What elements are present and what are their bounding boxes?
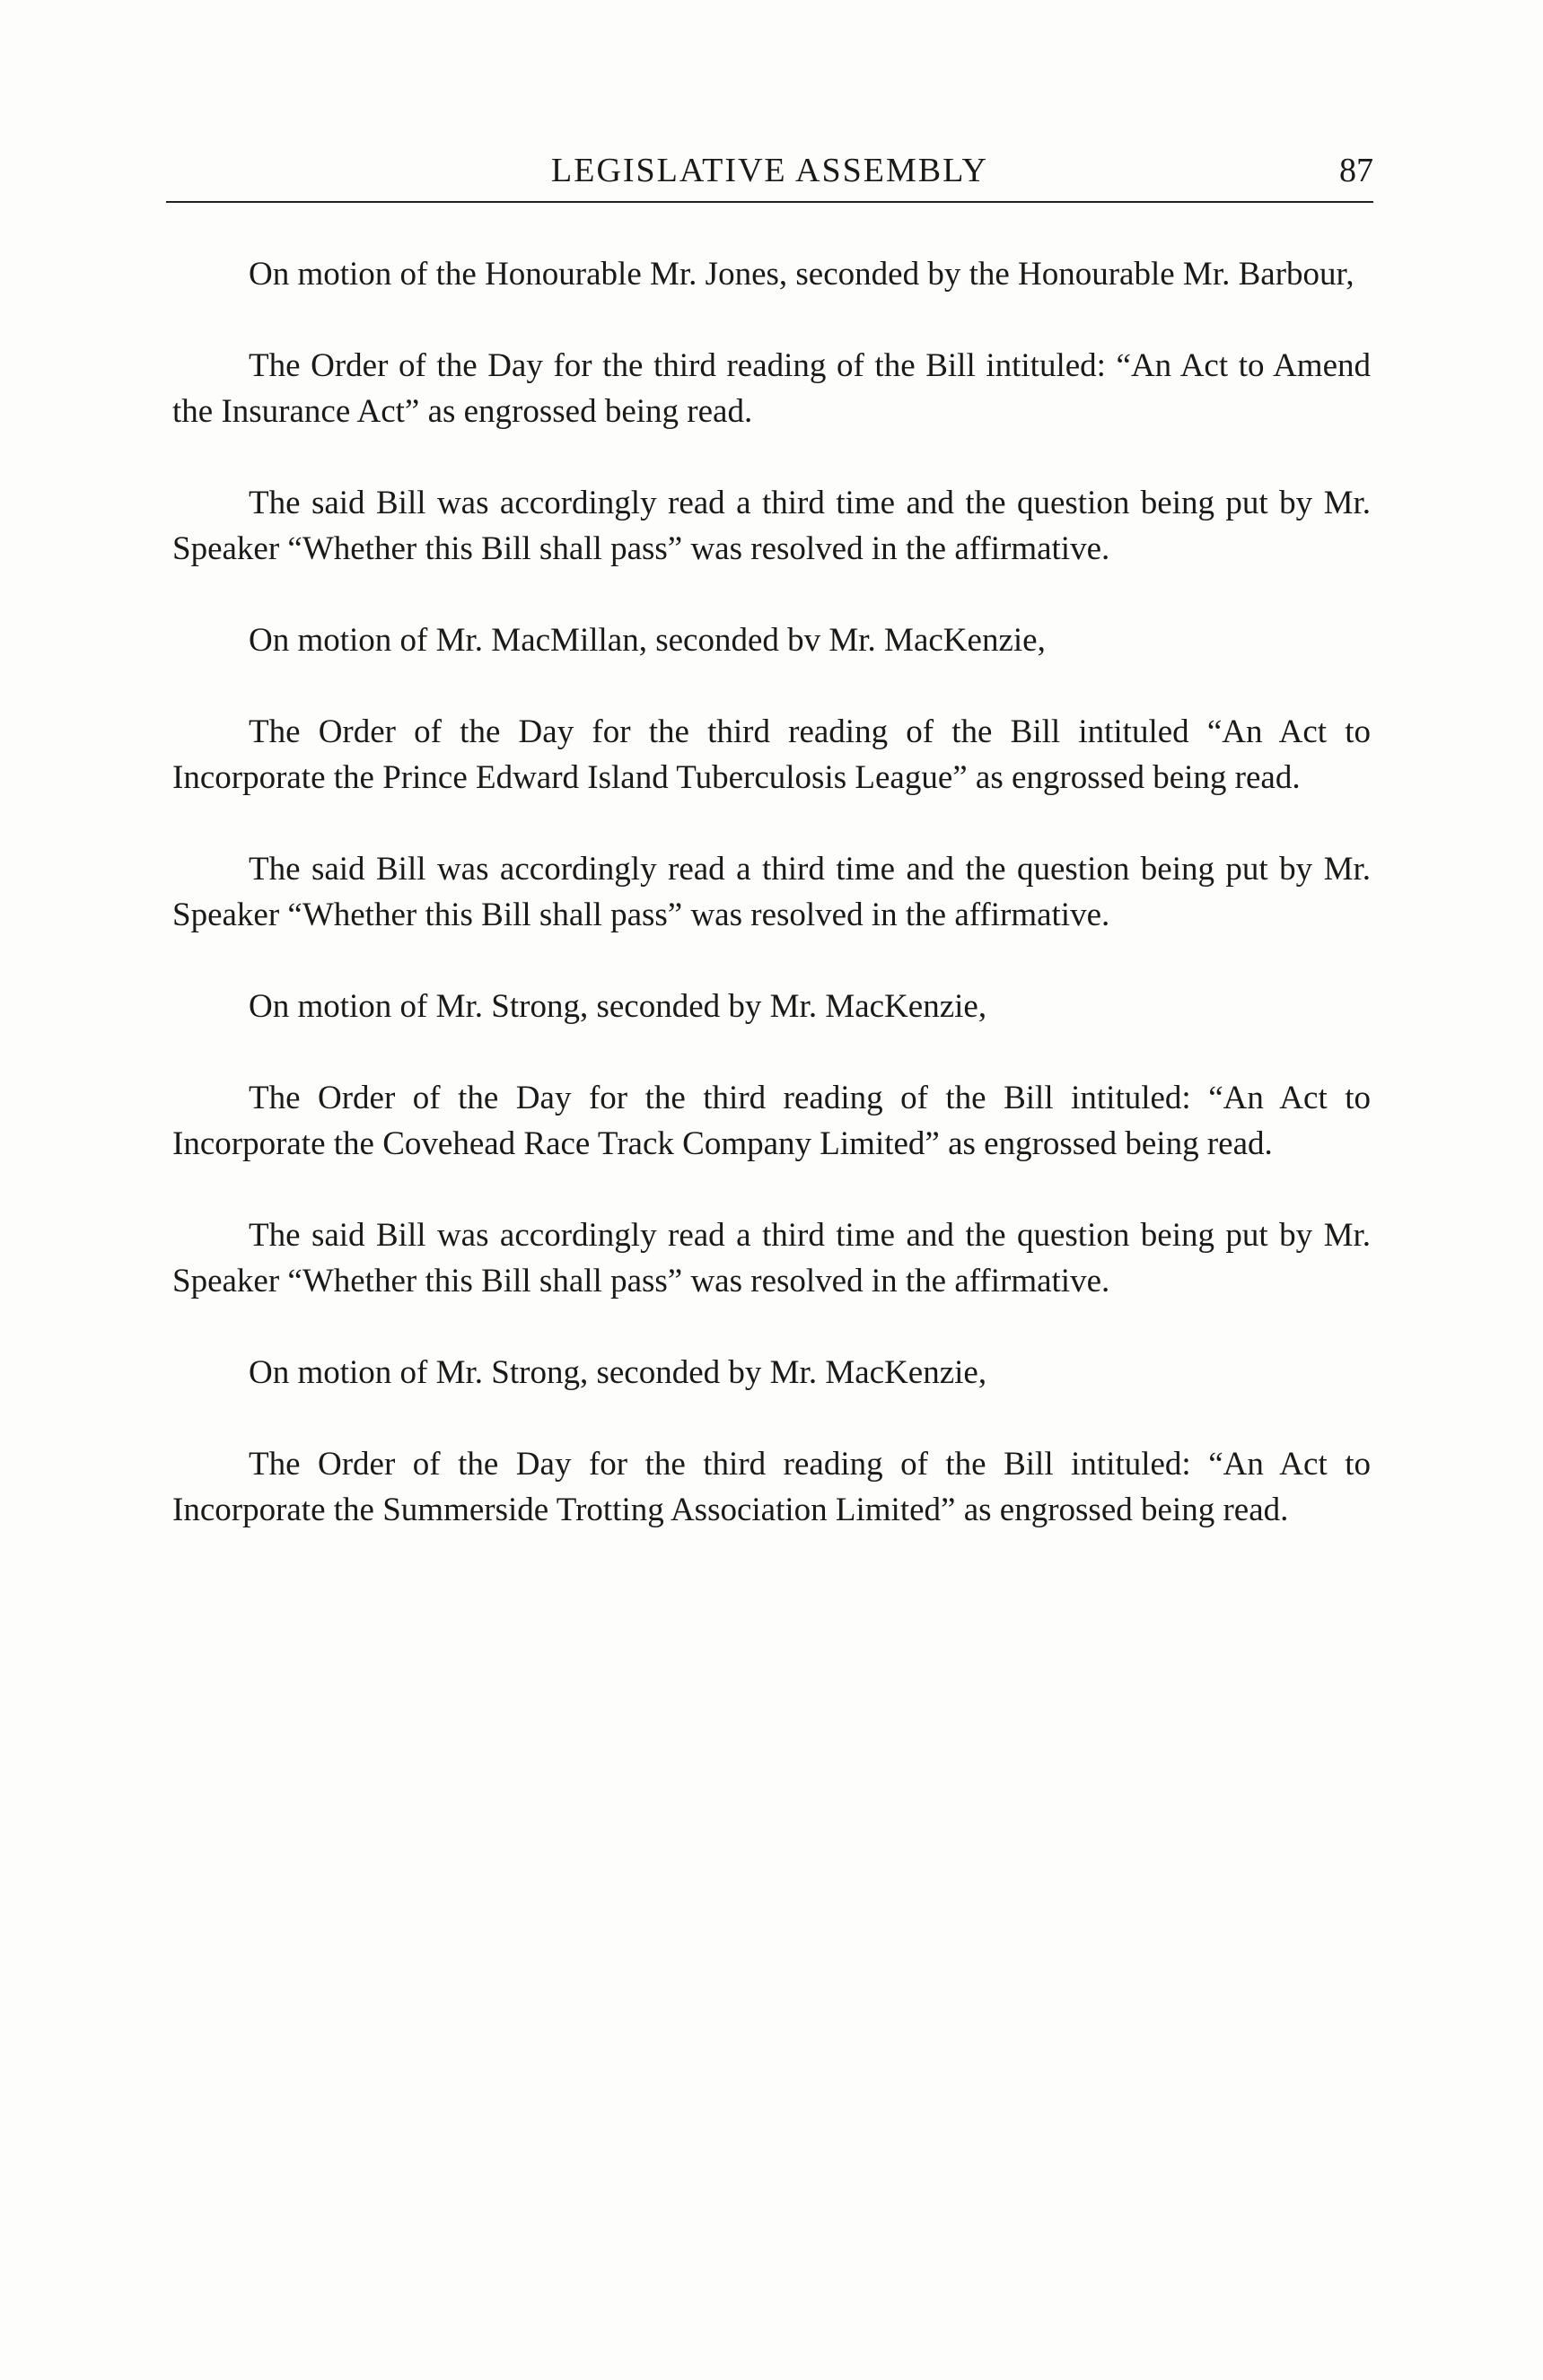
paragraph-motion: On motion of the Honourable Mr. Jones, seconded by the Honourable Mr. Barbour, [249,256,1355,293]
paragraph-order-of-day: The Order of the Day for the third reading of the Bill intituled: “An Act to Incorporate the Covehead Race Track Company Limited” as engrossed being read. [172,1080,1371,1162]
header-rule [166,201,1373,203]
paragraph-motion: On motion of Mr. MacMillan, seconded bv Mr. MacKenzie, [249,622,1046,659]
paragraph-motion: On motion of Mr. Strong, seconded by Mr. MacKenzie, [249,988,987,1025]
running-head [166,144,1373,197]
paragraph-resolution: The said Bill was accordingly read a third time and the question being put by Mr. Speaker “Whether this Bill shall pass” was resolved in the affirmative. [172,1217,1371,1299]
page-number: 87 [1339,152,1373,189]
paragraph-resolution: The said Bill was accordingly read a third time and the question being put by Mr. Speaker “Whether this Bill shall pass” was resolved in the affirmative. [172,485,1371,567]
paragraph-resolution: The said Bill was accordingly read a third time and the question being put by Mr. Speaker “Whether this Bill shall pass” was resolved in the affirmative. [172,851,1371,933]
paragraph-order-of-day: The Order of the Day for the third reading of the Bill intituled: “An Act to Amend the Insurance Act” as engrossed being read. [172,347,1371,430]
body-text [172,251,1371,1533]
paragraph-order-of-day: The Order of the Day for the third reading of the Bill intituled: “An Act to Incorporate the Summerside Trotting Association Limited” as engrossed being read. [172,1446,1371,1528]
paragraph-order-of-day: The Order of the Day for the third reading of the Bill intituled “An Act to Incorporate the Prince Edward Island Tuberculosis League” as engrossed being read. [172,713,1371,796]
paragraph-motion: On motion of Mr. Strong, seconded by Mr. MacKenzie, [249,1354,987,1391]
running-title: LEGISLATIVE ASSEMBLY [551,152,988,189]
